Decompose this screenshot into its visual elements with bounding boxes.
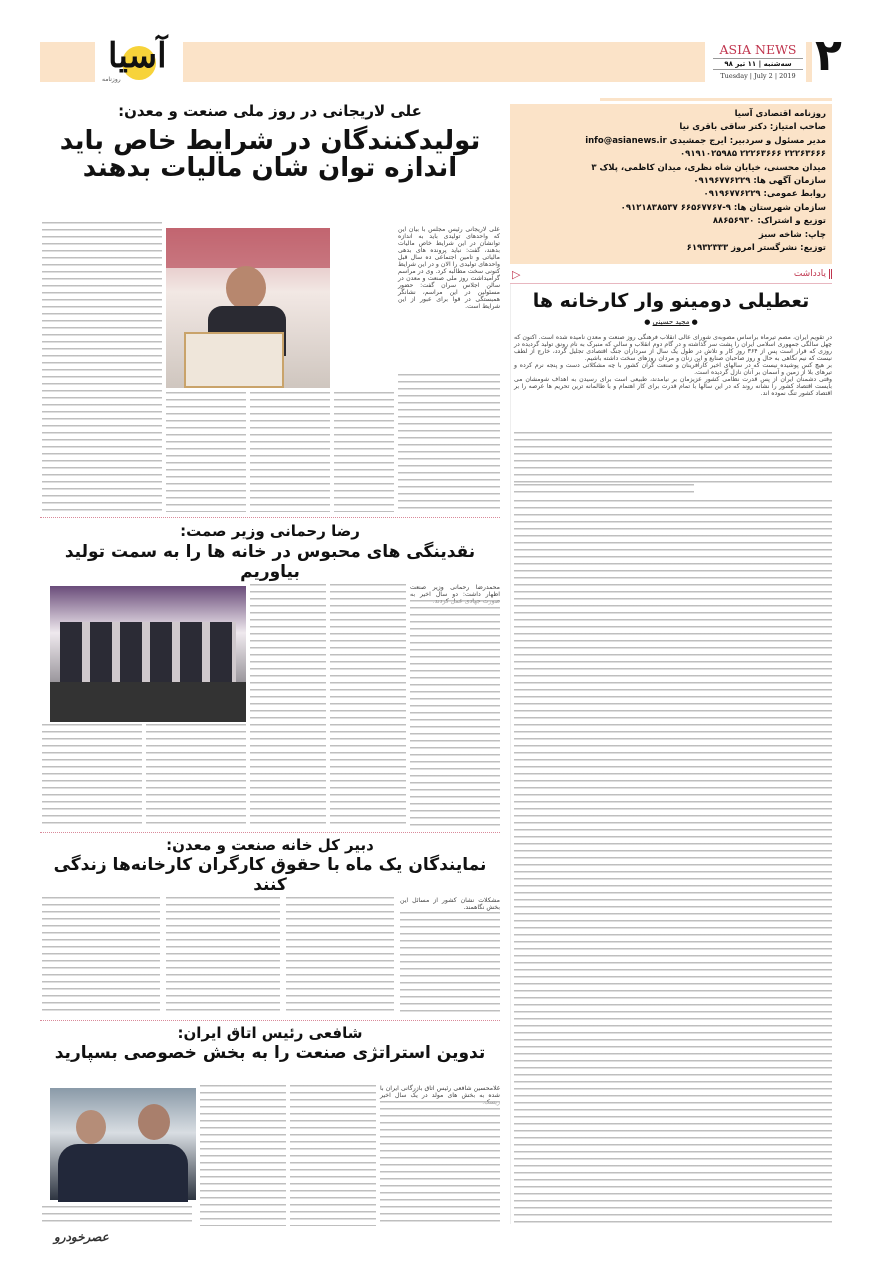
info-line: صاحب امتیاز: دکتر ساقی باقری نیا bbox=[679, 122, 826, 133]
editorial-text-lines bbox=[514, 432, 832, 484]
story3-kicker: دبیر کل خانه صنعت و معدن: bbox=[166, 836, 374, 854]
story4-photo bbox=[50, 1088, 196, 1200]
paragraph: وقتی دشمنان ایران از پس قدرت نظامی کشور عزیزمان بر نیامدند، طبیعی است برای رسیدن به اهداف شومشان می بایست اقتصاد کشور را نشانه روند که در این سالها با تمام قدرت برای کار اهتمام و با طالمانه ترین تحریم ها عرصه را بر اقتصاد کشور تنگ نموده اند. bbox=[514, 376, 832, 397]
header-rule bbox=[600, 98, 832, 101]
info-line: میدان محسنی، خیابان شاه نظری، میدان کاظمی، پلاک ۳ bbox=[591, 162, 826, 173]
story2-photo bbox=[50, 586, 246, 720]
page-number: ۲ bbox=[815, 30, 842, 81]
info-line: روابط عمومی: ۰۹۱۹۶۷۷۶۲۲۹ bbox=[703, 189, 826, 200]
story1-text-lines bbox=[398, 374, 500, 512]
story2-text-lines bbox=[146, 724, 246, 828]
photo-person-head bbox=[138, 1104, 170, 1140]
story1-headline: تولیدکنندگان در شرایط خاص باید اندازه توان شان مالیات بدهند bbox=[59, 126, 481, 184]
divider bbox=[40, 832, 500, 833]
story2-text-lines bbox=[42, 724, 142, 828]
story3-text-lines bbox=[286, 897, 394, 1016]
story1-text-lines bbox=[250, 392, 330, 512]
photo-backdrop bbox=[166, 228, 330, 268]
photo-audience bbox=[50, 682, 246, 722]
info-line: توزیع: نشرگستر امروز ۶۱۹۳۲۳۳۳ bbox=[686, 243, 826, 254]
story2-text-lines bbox=[250, 584, 326, 828]
info-line: سازمان آگهی ها: ۰۹۱۹۶۷۷۶۲۲۹ bbox=[693, 176, 826, 187]
story2-body: محمدرضا رحمانی وزیر صنعت اظهار داشت: دو سال اخیر به bbox=[410, 584, 500, 598]
brand-name: ASIA NEWS bbox=[713, 42, 803, 59]
photo-group bbox=[60, 622, 236, 682]
logo-subtext: روزنامه bbox=[102, 76, 121, 83]
author-name: مجید حسینی bbox=[652, 318, 690, 326]
story3-text-lines bbox=[42, 897, 160, 1016]
story4-text-lines bbox=[42, 1206, 192, 1226]
story4-text-lines bbox=[290, 1085, 376, 1226]
story1-text-lines bbox=[166, 392, 246, 512]
editorial-author: ● مجید حسینی ● bbox=[644, 318, 698, 326]
editorial-body bbox=[514, 334, 832, 430]
paragraph: در تقویم ایران، مصم تیرماه براساس مصوبه‌ی شورای عالی انقلاب فرهنگی روز صنعت و معدن نامیده شده است. اکنون که چهل سالگی جمهوری اسلامی ایران را پشت سر گذاشته و در گام دوم انقلاب و سالی که منبرک به نام رونق تولید گردیده در روزی که قرار است پس از ۳۶۴ روز کار و تلاش در طول یک سال از سرداران جنگ اقتصادی تجلیل گردد، خارج از لطف نیست که نیم نگاهی به حال و روز صاحبان صنایع و این زنان و مردان روزهای سخت داشته باشیم. bbox=[514, 334, 832, 362]
story2-text-lines bbox=[410, 600, 500, 828]
logo bbox=[100, 36, 178, 88]
info-line: ۲۲۲۶۳۶۶۶ ۲۲۲۶۳۶۶۶ ۰۹۱۹۱۰۲۵۹۸۵ bbox=[679, 149, 826, 160]
divider bbox=[40, 517, 500, 518]
info-line: چاپ: شاخه سبز bbox=[758, 229, 826, 240]
info-line: توزیع و اشتراک: ۸۸۶۵۶۹۳۰ bbox=[712, 216, 826, 227]
story1-body: علی لاریجانی رئیس مجلس با بیان این که واحدهای تولیدی باید به اندازه توانشان در این شرایط خاص مالیات بدهند، گفت: نباید پرونده های بدهی مالیاتی و تامین اجتماعی ده سال قبل واحدهای تولیدی را الان و در این شرایط کنونی سخت مطالبه کرد. وی در مراسم گرامیداشت روز ملی صنعت و معدن در سالن اجلاس سران گفت: حضور مسئولین در این مراسم، نشانگر همبستگی در قوا برای عبور از این شرایط است. bbox=[398, 226, 500, 310]
story4-body: غلامحسین شافعی رئیس اتاق بازرگانی ایران با شده به بخش های مولد در یک سال اخیر bbox=[380, 1085, 500, 1099]
story4-headline: تدوین استراتژی صنعت را به بخش خصوصی بسپارید bbox=[54, 1043, 486, 1063]
paragraph: بر هیچ کس پوشیده نیست که در سالهای اخیر کارآفرینان و صنعت گران کشور با چه مشکلاتی دست و پنجه نرم کرده و تیرهای بلا از زمین و آسمان بر آنان نازل گردیده است. bbox=[514, 362, 832, 376]
header-band-right bbox=[806, 42, 812, 82]
header-band-left bbox=[40, 42, 95, 82]
photo-person-head bbox=[76, 1110, 106, 1144]
info-line: مدیر مسئول و سردبیر: ایرج جمشیدی info@asianews.ir bbox=[585, 135, 826, 146]
story3-text-lines bbox=[400, 912, 500, 1016]
section-label: یادداشت bbox=[794, 269, 832, 279]
header-band-middle bbox=[183, 42, 705, 82]
story3-text-lines bbox=[166, 897, 280, 1016]
date-en: Tuesday | July 2 | 2019 bbox=[720, 72, 796, 80]
story3-body: مشکلات نشان کشور از مسائل این بخش نگاهمند. bbox=[400, 897, 500, 911]
story3-headline: نمایندگان یک ماه با حقوق کارگران کارخانه‌ها زندگی کنند bbox=[53, 855, 487, 895]
editorial-text-lines bbox=[514, 484, 694, 498]
info-line: روزنامه اقتصادی آسیا bbox=[734, 109, 826, 119]
date-box bbox=[713, 42, 803, 84]
date-fa: سه‌شنبه | ۱۱ تیر ۹۸ bbox=[713, 59, 803, 70]
info-line: سازمان شهرستان ها: ۹-۶۶۵۶۷۷۶۷ ۰۹۱۲۱۸۳۸۵۳۷ bbox=[620, 202, 826, 213]
story4-kicker: شافعی رئیس اتاق ایران: bbox=[177, 1024, 363, 1042]
story2-text-lines bbox=[330, 584, 406, 828]
logo-text: آسیا bbox=[108, 36, 167, 76]
story1-kicker: علی لاریجانی در روز ملی صنعت و معدن: bbox=[118, 102, 422, 120]
photo-person-body bbox=[58, 1144, 188, 1202]
watermark-logo: عصرخودرو bbox=[54, 1230, 109, 1244]
editorial-text-lines bbox=[514, 500, 832, 1228]
editorial-section-header bbox=[510, 268, 832, 284]
story4-text-lines bbox=[380, 1101, 500, 1226]
story1-text-lines bbox=[334, 392, 394, 512]
photo-person-head bbox=[226, 266, 266, 310]
play-icon: ▷ bbox=[512, 268, 521, 281]
divider bbox=[40, 1020, 500, 1021]
editorial-title: تعطیلی دومینو وار کارخانه ها bbox=[532, 290, 810, 312]
story1-photo bbox=[166, 228, 330, 388]
story2-headline: نقدینگی های محبوس در خانه ها را به سمت تولید بیاوریم bbox=[64, 542, 476, 582]
story4-text-lines bbox=[200, 1085, 286, 1226]
column-rule bbox=[510, 284, 511, 1224]
photo-podium bbox=[184, 332, 284, 388]
story1-text-lines bbox=[42, 222, 162, 512]
info-box bbox=[510, 104, 832, 264]
story2-kicker: رضا رحمانی وزیر صمت: bbox=[180, 522, 360, 540]
